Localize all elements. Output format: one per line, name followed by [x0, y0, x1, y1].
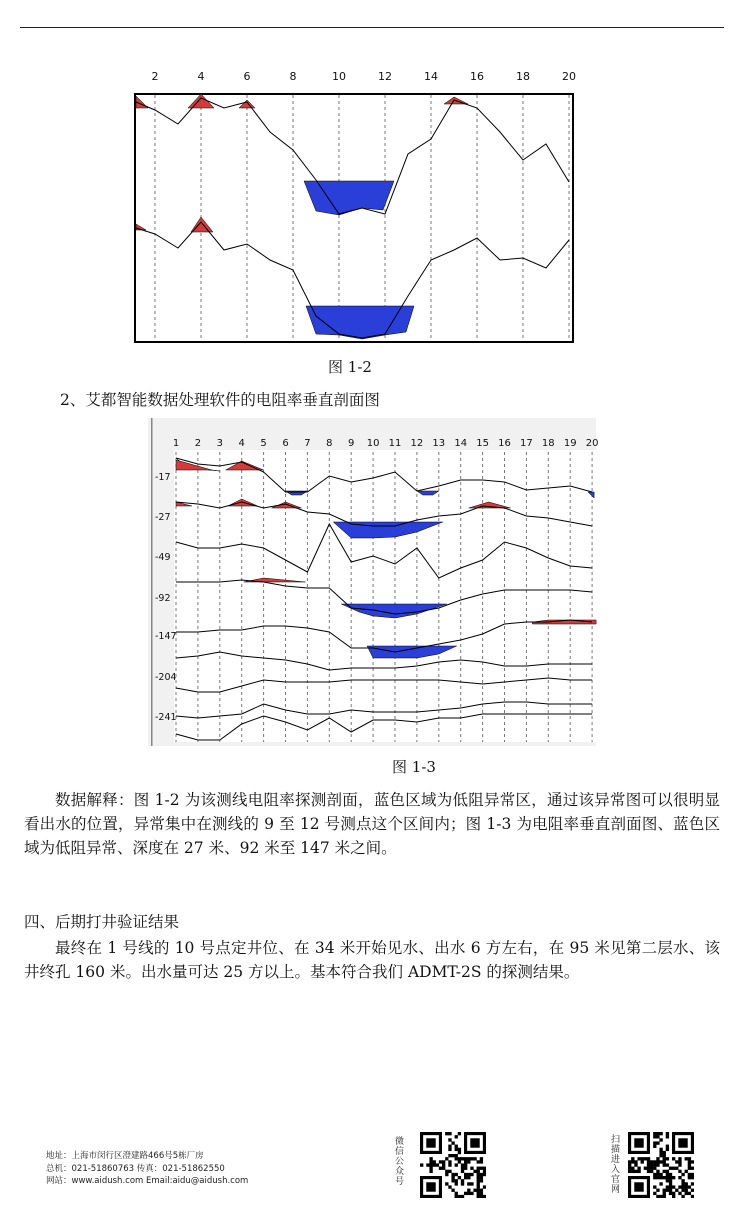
figure-1-3-caption: 图 1-3	[392, 758, 436, 776]
resistivity-profile-chart	[128, 64, 578, 346]
website-line: 网站：www.aidush.com Email:aidu@aidush.com	[46, 1176, 249, 1186]
x-tick-label: 8	[289, 70, 297, 83]
x-tick-label: 10	[366, 438, 380, 449]
wechat-label: 微信公众号	[393, 1136, 403, 1186]
low-resistivity-anomaly	[304, 181, 394, 215]
x-tick-label: 6	[243, 70, 251, 83]
figure-1-2-caption: 图 1-2	[328, 358, 372, 376]
depth-label: -204	[155, 672, 177, 683]
x-tick-label: 12	[410, 438, 424, 449]
x-tick-label: 14	[454, 438, 468, 449]
depth-label: -27	[155, 512, 171, 523]
x-tick-label: 3	[216, 438, 223, 449]
x-tick-label: 11	[388, 438, 402, 449]
depth-label: -17	[155, 472, 171, 483]
x-tick-label: 12	[378, 70, 392, 83]
depth-label: -49	[155, 552, 171, 563]
website-qr-code-icon	[628, 1132, 694, 1198]
x-tick-label: 2	[194, 438, 202, 449]
x-tick-label: 4	[238, 438, 245, 449]
x-tick-label: 16	[470, 70, 484, 83]
section-heading-2: 2、艾都智能数据处理软件的电阻率垂直剖面图	[60, 391, 380, 409]
x-tick-label: 15	[476, 438, 489, 449]
x-tick-label: 4	[197, 70, 205, 83]
x-tick-label: 10	[332, 70, 346, 83]
x-tick-label: 17	[520, 438, 533, 449]
x-tick-label: 2	[151, 70, 159, 83]
x-tick-label: 20	[562, 70, 576, 83]
depth-label: -92	[155, 593, 171, 604]
scan-website-label: 扫描进入官网	[609, 1134, 619, 1194]
x-tick-label: 18	[516, 70, 530, 83]
depth-label: -241	[155, 712, 177, 723]
x-tick-label: 13	[432, 438, 446, 449]
address-line: 地址：上海市闵行区澄建路466号5栋厂房	[46, 1151, 204, 1161]
top-rule	[20, 27, 724, 28]
x-tick-label: 7	[304, 438, 311, 449]
vertical-resistivity-section-chart	[148, 418, 599, 746]
x-tick-label: 9	[348, 438, 355, 449]
depth-label: -147	[155, 631, 177, 642]
interpretation-paragraph: 数据解释：图 1-2 为该测线电阻率探测剖面，蓝色区域为低阻异常区，通过该异常图可以很明显看出水的位置，异常集中在测线的 9 至 12 号测点这个区间内；图 1-3 为电阻率垂直剖面图、蓝色区域为低阻异常、深度在 27 米、92 米至 147 米之间。	[24, 791, 720, 857]
section-4-body: 最终在 1 号线的 10 号点定井位、在 34 米开始见水、出水 6 方左右，在 95 米见第二层水、该井终孔 160 米。出水量可达 25 方以上。基本符合我们 ADMT-2S 的探测结果。	[24, 939, 720, 981]
x-tick-label: 14	[424, 70, 438, 83]
wechat-qr-code-icon	[420, 1132, 486, 1198]
contact-info	[46, 1150, 248, 1188]
x-tick-label: 20	[585, 438, 599, 449]
phone-line: 总机：021-51860763 传真：021-51862550	[46, 1163, 225, 1174]
x-tick-label: 6	[282, 438, 289, 449]
x-tick-label: 18	[541, 438, 555, 449]
x-tick-label: 1	[172, 438, 180, 449]
x-tick-label: 19	[563, 438, 577, 449]
x-tick-label: 16	[498, 438, 511, 449]
x-tick-label: 5	[260, 438, 267, 449]
section-4-title: 四、后期打井验证结果	[24, 913, 180, 931]
x-tick-label: 8	[326, 438, 333, 449]
